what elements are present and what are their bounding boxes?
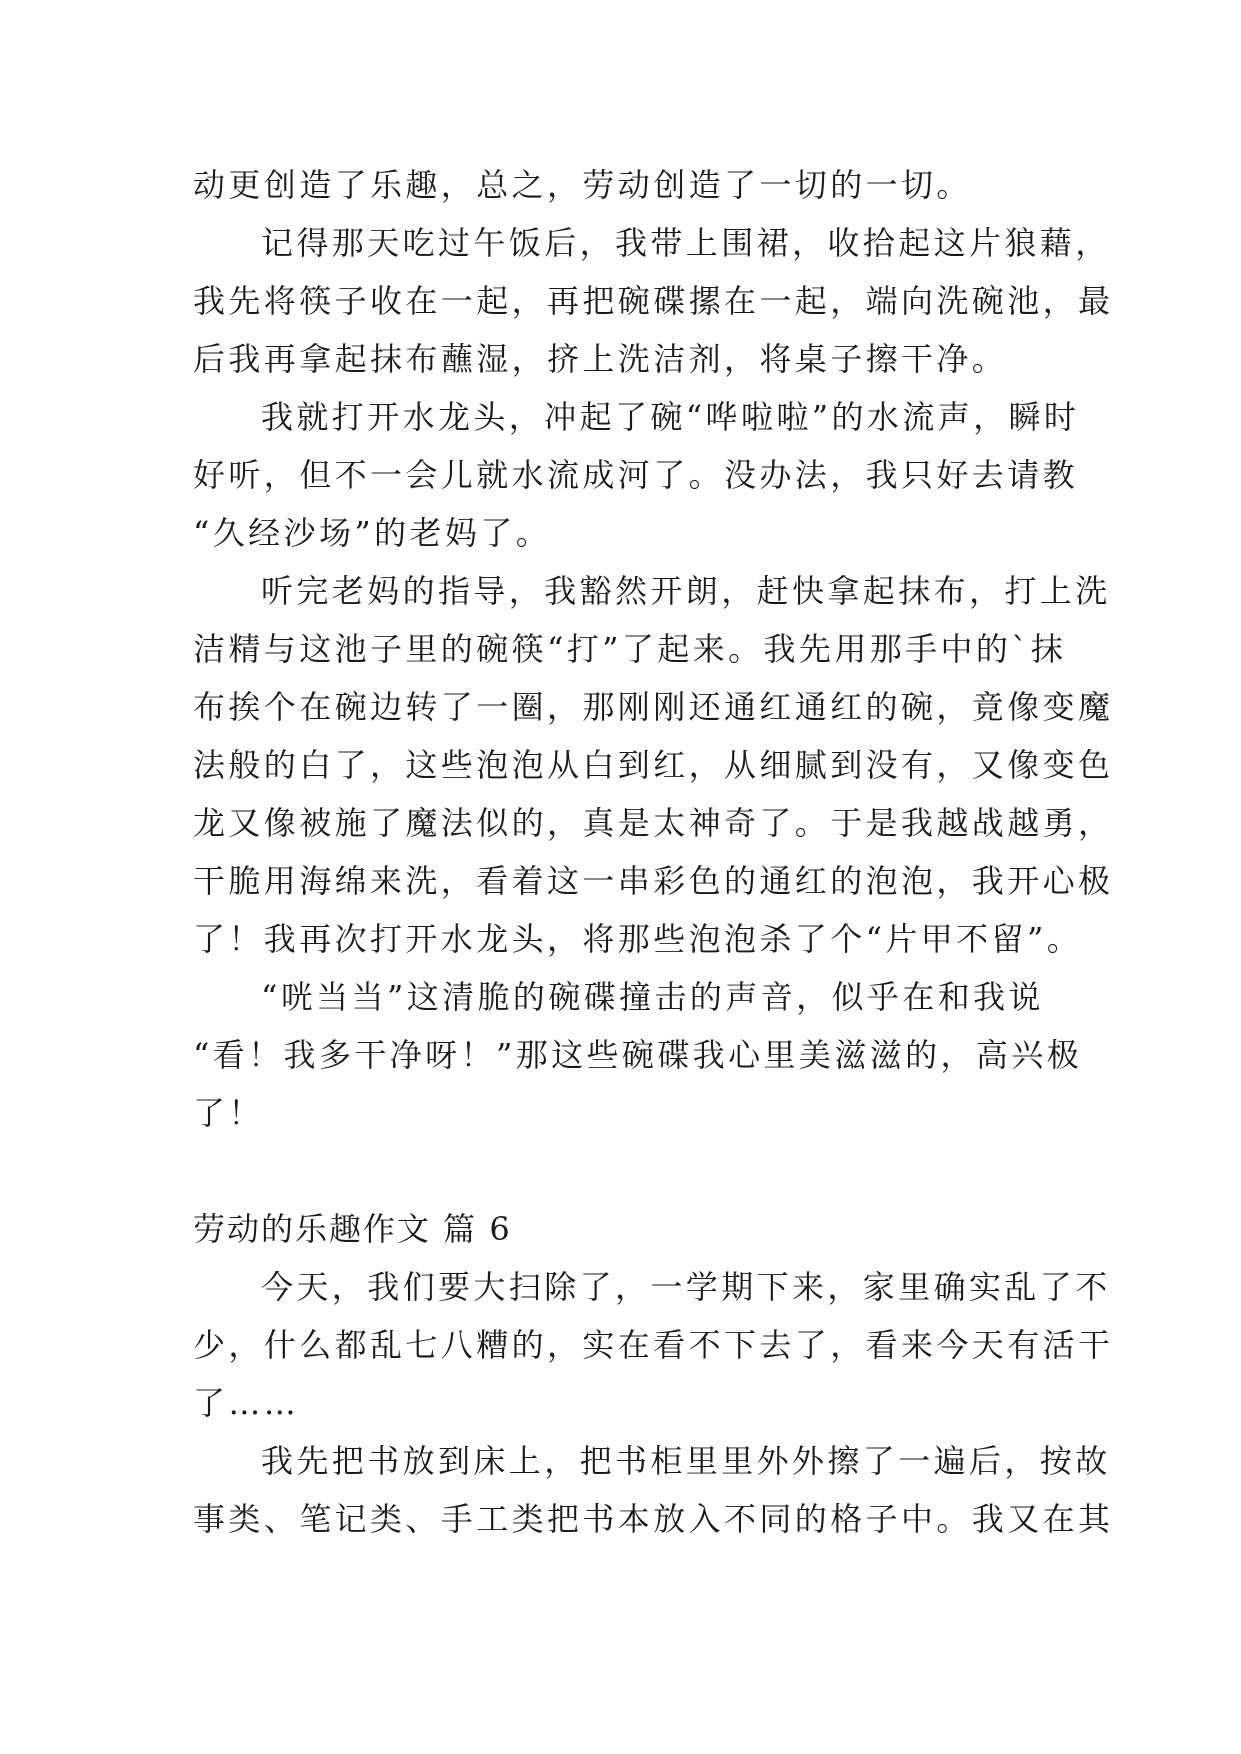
paragraph-start: 听完老妈的指导，我豁然开朗，赶快拿起抹布，打上洗 [261, 572, 1111, 610]
text-line: 了…… [193, 1384, 300, 1422]
text-line: 洁精与这池子里的碗筷“打”了起来。我先用那手中的`抹 [193, 630, 1067, 668]
text-line: 了！我再次打开水龙头，将那些泡泡杀了个“片甲不留”。 [193, 920, 1083, 958]
paragraph-start: 我就打开水龙头，冲起了碗“哗啦啦”的水流声，瞬时 [261, 398, 1080, 436]
text-line: 干脆用海绵来洗，看着这一串彩色的通红的泡泡，我开心极 [193, 862, 1114, 900]
section-heading: 劳动的乐趣作文 篇 6 [193, 1210, 512, 1248]
text-line: 动更创造了乐趣，总之，劳动创造了一切的一切。 [193, 166, 972, 204]
document-body [193, 156, 1114, 1548]
paragraph-start: “咣当当”这清脆的碗碟撞击的声音，似乎在和我说 [261, 978, 1044, 1016]
paragraph-start: 记得那天吃过午饭后，我带上围裙，收拾起这片狼藉， [261, 224, 1111, 262]
text-line: 事类、笔记类、手工类把书本放入不同的格子中。我又在其 [193, 1500, 1114, 1538]
text-line: “久经沙场”的老妈了。 [193, 514, 552, 552]
text-line: 布挨个在碗边转了一圈，那刚刚还通红通红的碗，竟像变魔 [193, 688, 1114, 726]
text-line: 后我再拿起抹布蘸湿，挤上洗洁剂，将桌子擦干净。 [193, 340, 1008, 378]
paragraph-start: 我先把书放到床上，把书柜里里外外擦了一遍后，按故 [261, 1442, 1111, 1480]
text-line: 龙又像被施了魔法似的，真是太神奇了。于是我越战越勇， [193, 804, 1114, 842]
text-line: 我先将筷子收在一起，再把碗碟摞在一起，端向洗碗池，最 [193, 282, 1114, 320]
text-line: 法般的白了，这些泡泡从白到红，从细腻到没有，又像变色 [193, 746, 1114, 784]
paragraph-start: 今天，我们要大扫除了，一学期下来，家里确实乱了不 [261, 1268, 1111, 1306]
text-line: 少，什么都乱七八糟的，实在看不下去了，看来今天有活干 [193, 1326, 1114, 1364]
text-line: “看！我多干净呀！”那这些碗碟我心里美滋滋的，高兴极 [193, 1036, 1083, 1074]
text-line: 了！ [193, 1094, 264, 1132]
section-gap [193, 1142, 1053, 1200]
text-line: 好听，但不一会儿就水流成河了。没办法，我只好去请教 [193, 456, 1079, 494]
